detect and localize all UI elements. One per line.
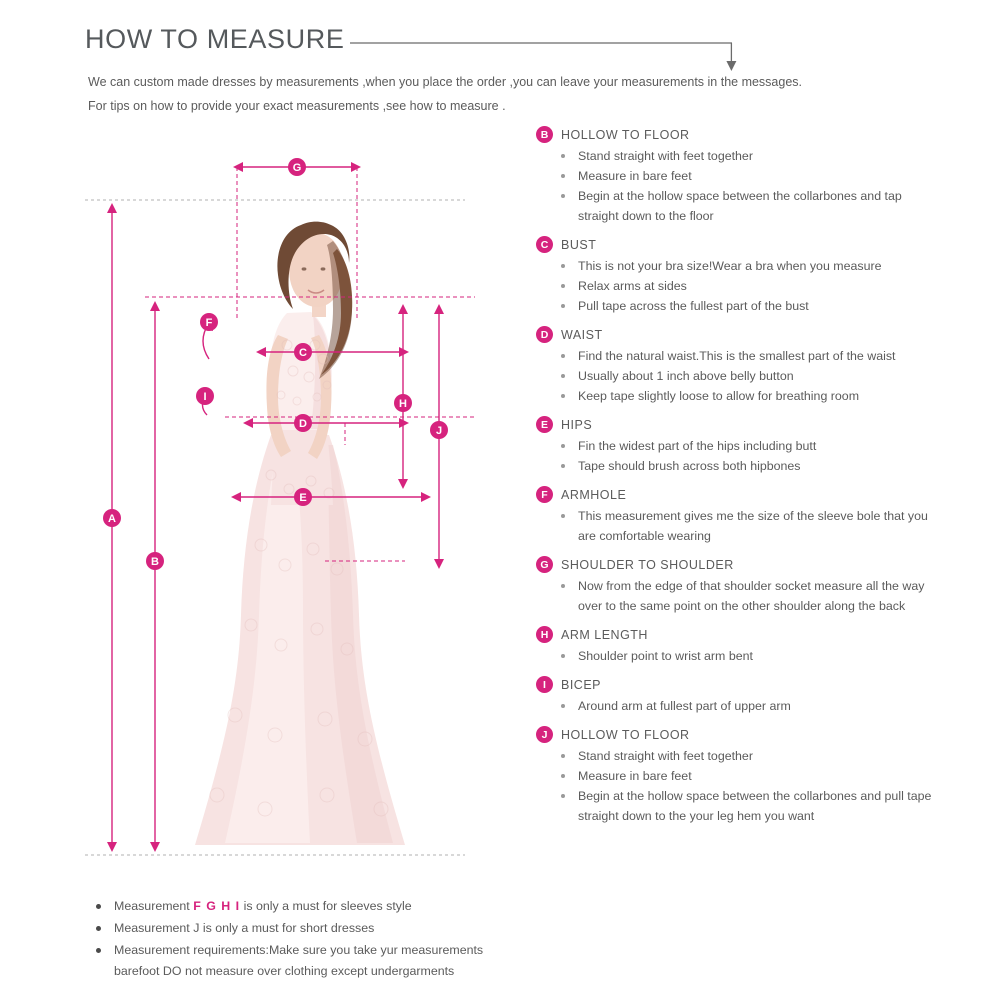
list-item: Relax arms at sides (536, 276, 936, 296)
guide-bullets (536, 746, 936, 826)
guide-block-hips (536, 416, 936, 476)
svg-text:D: D (299, 418, 307, 430)
footer-notes (92, 896, 532, 983)
guide-heading (536, 486, 936, 503)
list-item: Measure in bare feet (536, 766, 936, 786)
guide-heading (536, 126, 936, 143)
guide-block-bust (536, 236, 936, 316)
guide-title: WAIST (561, 327, 603, 342)
guide-block-hollow-to-floor-b (536, 126, 936, 226)
badge-j: J (536, 726, 553, 743)
list-item: Find the natural waist.This is the smallest part of the waist (536, 346, 936, 366)
guide-title: BUST (561, 237, 597, 252)
badge-c: C (536, 236, 553, 253)
note-item-short-dresses: Measurement J is only a must for short dresses (92, 918, 532, 939)
figure-badge-D (294, 414, 312, 432)
list-item: Keep tape slightly loose to allow for breathing room (536, 386, 936, 406)
svg-text:G: G (292, 162, 302, 174)
svg-text:C: C (299, 347, 307, 359)
badge-b: B (536, 126, 553, 143)
guide-title: HIPS (561, 417, 593, 432)
list-item: Pull tape across the fullest part of the bust (536, 296, 936, 316)
guide-bullets (536, 506, 936, 546)
guide-bullets (536, 346, 936, 406)
guide-block-bicep (536, 676, 936, 716)
svg-text:A: A (108, 513, 116, 525)
figure-badge-F (200, 313, 218, 331)
figure-badge-C (294, 343, 312, 361)
guide-block-arm-length (536, 626, 936, 666)
svg-text:J: J (435, 425, 443, 437)
list-item: Begin at the hollow space between the collarbones and tap straight down to the floor (536, 186, 936, 226)
badge-h: H (536, 626, 553, 643)
guide-bullets (536, 436, 936, 476)
svg-text:B: B (151, 556, 159, 568)
list-item: Stand straight with feet together (536, 146, 936, 166)
svg-text:F: F (205, 317, 213, 329)
note-item-sleeves (92, 896, 532, 917)
figure-badge-I (196, 387, 214, 405)
list-item: Begin at the hollow space between the collarbones and pull tape straight down to the your leg hem you want (536, 786, 936, 826)
guide-title: ARMHOLE (561, 487, 627, 502)
svg-text:H: H (399, 398, 407, 410)
figure-badge-J (430, 421, 448, 439)
intro-line-1: We can custom made dresses by measurements ,when you place the order ,you can leave your measurements in the messages. (88, 75, 803, 89)
note-pre: Measurement (114, 899, 194, 913)
figure-badge-E (294, 488, 312, 506)
guide-bullets (536, 576, 936, 616)
badge-g: G (536, 556, 553, 573)
guide-heading (536, 626, 936, 643)
guide-bullets (536, 146, 936, 226)
guide-title: HOLLOW TO FLOOR (561, 727, 690, 742)
guide-title: HOLLOW TO FLOOR (561, 127, 690, 142)
figure-badge-A (103, 509, 121, 527)
badge-i: I (536, 676, 553, 693)
guide-title: ARM LENGTH (561, 627, 648, 642)
guide-heading (536, 236, 936, 253)
measurement-figure (75, 145, 565, 875)
guide-title: SHOULDER TO SHOULDER (561, 557, 734, 572)
figure-badge-G (288, 158, 306, 176)
list-item: Shoulder point to wrist arm bent (536, 646, 936, 666)
guide-heading (536, 416, 936, 433)
badge-e: E (536, 416, 553, 433)
guide-block-shoulder-to-shoulder (536, 556, 936, 616)
list-item: This is not your bra size!Wear a bra when you measure (536, 256, 936, 276)
note-item-requirements: Measurement requirements:Make sure you take yur measurements barefoot DO not measure over clothing except undergarments (92, 940, 532, 982)
guide-block-hollow-to-floor-j (536, 726, 936, 826)
woman-gown-diagram (75, 145, 565, 875)
guide-heading (536, 676, 936, 693)
svg-text:E: E (299, 492, 307, 504)
figure-badge-H (394, 394, 412, 412)
guide-block-armhole (536, 486, 936, 546)
list-item: Fin the widest part of the hips including butt (536, 436, 936, 456)
guide-block-waist (536, 326, 936, 406)
long-right-down-arrow-icon (350, 40, 745, 72)
list-item: Stand straight with feet together (536, 746, 936, 766)
page-title: HOW TO MEASURE (85, 24, 345, 54)
list-item: This measurement gives me the size of the sleeve bole that you are comfortable wearing (536, 506, 936, 546)
page-header (85, 22, 685, 62)
list-item: Around arm at fullest part of upper arm (536, 696, 936, 716)
list-item: Now from the edge of that shoulder socket measure all the way over to the same point on the other shoulder along the back (536, 576, 936, 616)
intro-text (88, 75, 848, 123)
guide-heading (536, 326, 936, 343)
note-post: is only a must for sleeves style (240, 899, 412, 913)
intro-line-2: For tips on how to provide your exact measurements ,see how to measure . (88, 99, 506, 113)
list-item: Usually about 1 inch above belly button (536, 366, 936, 386)
list-item: Tape should brush across both hipbones (536, 456, 936, 476)
badge-d: D (536, 326, 553, 343)
list-item: Measure in bare feet (536, 166, 936, 186)
guide-heading (536, 726, 936, 743)
svg-text:I: I (203, 391, 207, 403)
measurement-guide-list (536, 126, 936, 836)
guide-bullets (536, 696, 936, 716)
guide-heading (536, 556, 936, 573)
figure-badge-B (146, 552, 164, 570)
guide-title: BICEP (561, 677, 602, 692)
badge-f: F (536, 486, 553, 503)
guide-bullets (536, 256, 936, 316)
guide-bullets (536, 646, 936, 666)
note-highlight: F G H I (193, 899, 241, 913)
figure-illustration (195, 222, 405, 845)
